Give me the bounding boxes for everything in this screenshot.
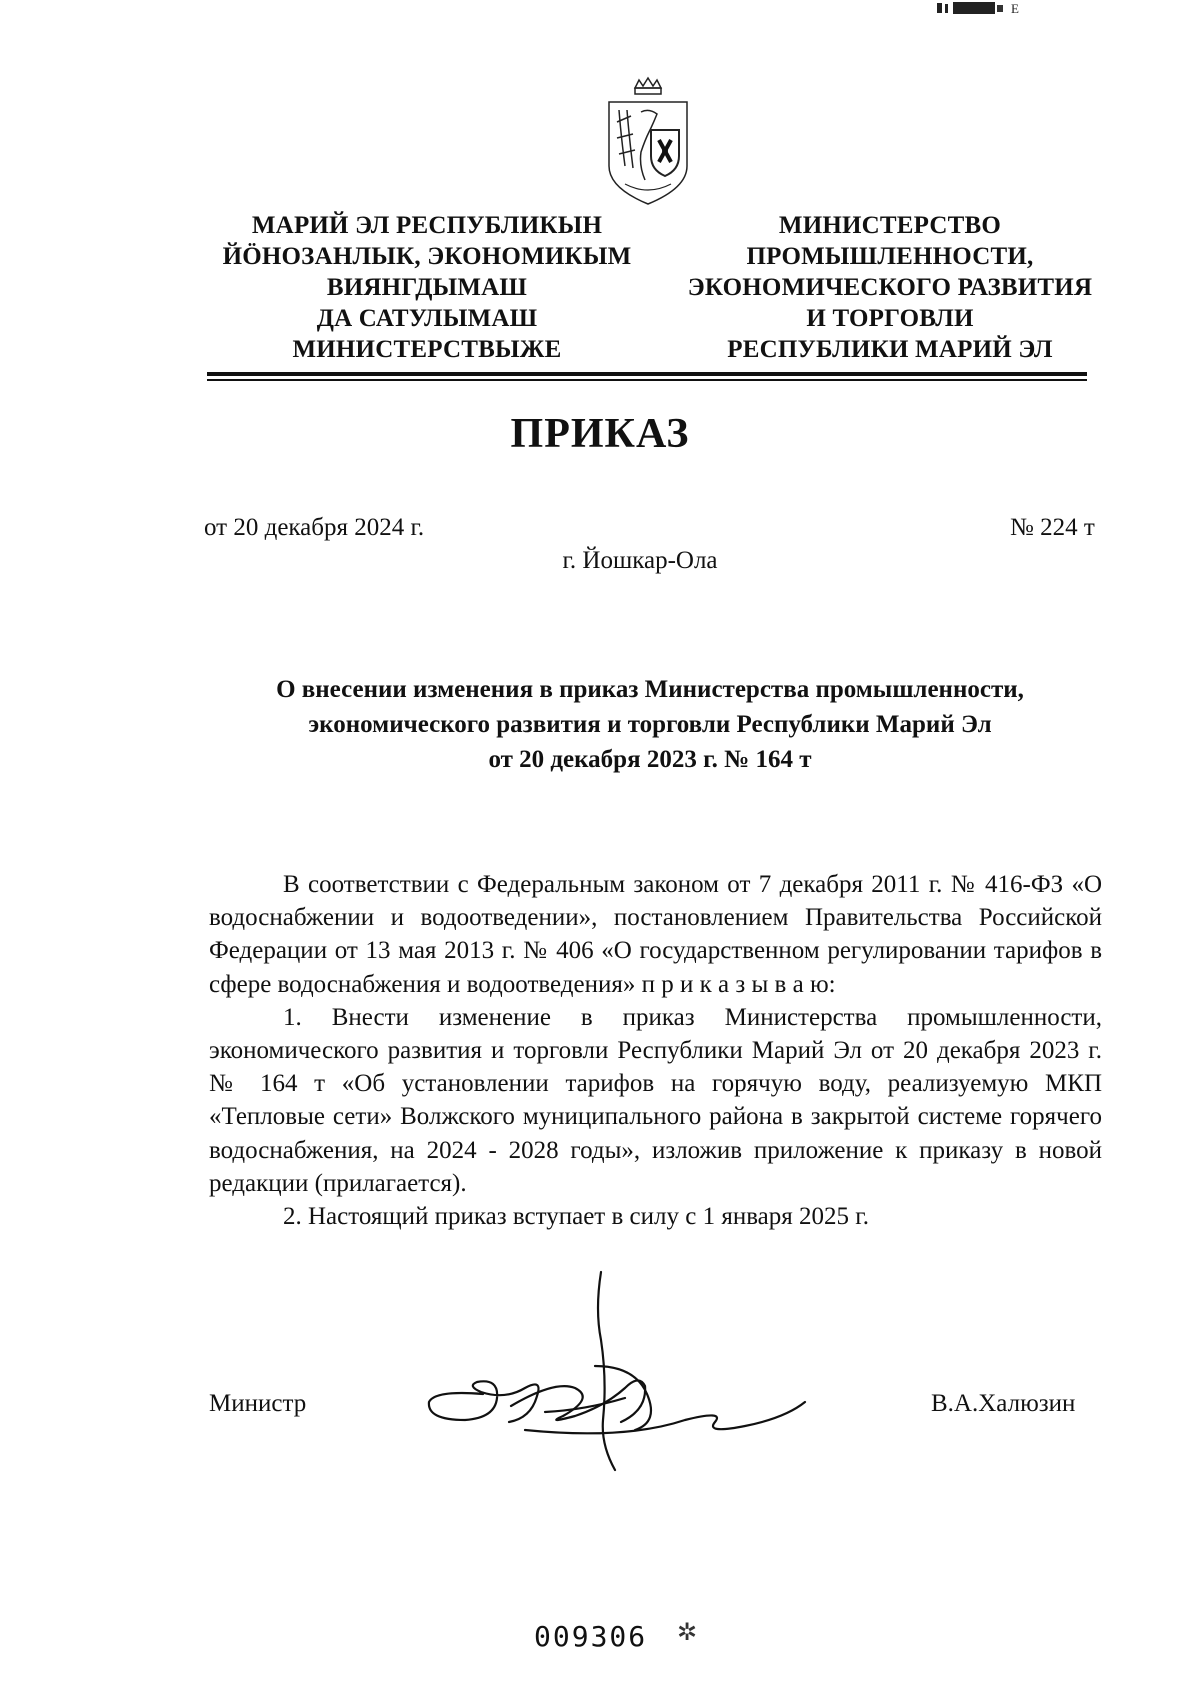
header-right-block xyxy=(650,210,1130,365)
header-divider-thin xyxy=(207,379,1087,381)
preamble-paragraph: В соответствии с Федеральным законом от 7 декабря 2011 г. № 416-ФЗ «О водоснабжении и водоотведении», постановлением Правительства Российской Федерации от 13 мая 2013 г. № 406 «О государственном регулировании тарифов в сфере водоснабжения и водоотведения» п р и к а з ы в а ю: xyxy=(209,871,1102,998)
handwritten-signature xyxy=(425,1270,905,1480)
header-divider-thick xyxy=(207,372,1087,376)
serial-number: 009306 xyxy=(534,1620,648,1653)
document-type-title: ПРИКАЗ xyxy=(510,411,690,457)
document-date: от 20 декабря 2024 г. xyxy=(204,514,425,541)
header-right-line: ЭКОНОМИЧЕСКОГО РАЗВИТИЯ xyxy=(687,274,1093,301)
asterisk-mark: ✲ xyxy=(677,1620,698,1646)
document-city: г. Йошкар-Ола xyxy=(562,547,718,574)
header-left-block xyxy=(192,210,662,365)
document-body xyxy=(209,868,1102,1233)
header-left-line: ВИЯНГДЫМАШ xyxy=(326,274,528,301)
coat-of-arms-emblem xyxy=(605,76,691,208)
subject-line: О внесении изменения в приказ Министерства промышленности, xyxy=(276,676,1024,703)
signatory-title: Министр xyxy=(209,1390,307,1417)
document-subject xyxy=(200,672,1100,777)
document-number: № 224 т xyxy=(1010,514,1095,541)
header-right-line: РЕСПУБЛИКИ МАРИЙ ЭЛ xyxy=(727,336,1053,363)
header-left-line: ЙӦНОЗАНЛЫК, ЭКОНОМИКЫМ xyxy=(222,243,632,270)
signatory-name: В.А.Халюзин xyxy=(931,1390,1076,1417)
header-right-line: МИНИСТЕРСТВО xyxy=(778,212,1002,239)
order-item-1: 1. Внести изменение в приказ Министерства промышленности, экономического развития и торговли Республики Марий Эл от 20 декабря 2023 г. № 164 т «Об установлении тарифов на горячую воду, реализуемую МКП «Тепловые сети» Волжского муниципального района в закрытой системе горячего водоснабжения, на 2024 - 2028 годы», изложив приложение к приказу в новой редакции (прилагается). xyxy=(209,1003,1102,1197)
subject-line: экономического развития и торговли Республики Марий Эл xyxy=(308,711,992,738)
svg-text:E: E xyxy=(1011,1,1019,16)
order-item-2: 2. Настоящий приказ вступает в силу с 1 января 2025 г. xyxy=(283,1203,869,1231)
header-right-line: И ТОРГОВЛИ xyxy=(806,305,974,332)
scan-artifact xyxy=(937,0,1057,16)
header-left-line: ДА САТУЛЫМАШ xyxy=(316,305,538,332)
header-left-line: МИНИСТЕРСТВЫЖЕ xyxy=(292,336,562,363)
header-right-line: ПРОМЫШЛЕННОСТИ, xyxy=(746,243,1034,270)
subject-line: от 20 декабря 2023 г. № 164 т xyxy=(488,746,812,773)
header-left-line: МАРИЙ ЭЛ РЕСПУБЛИКЫН xyxy=(251,212,603,239)
